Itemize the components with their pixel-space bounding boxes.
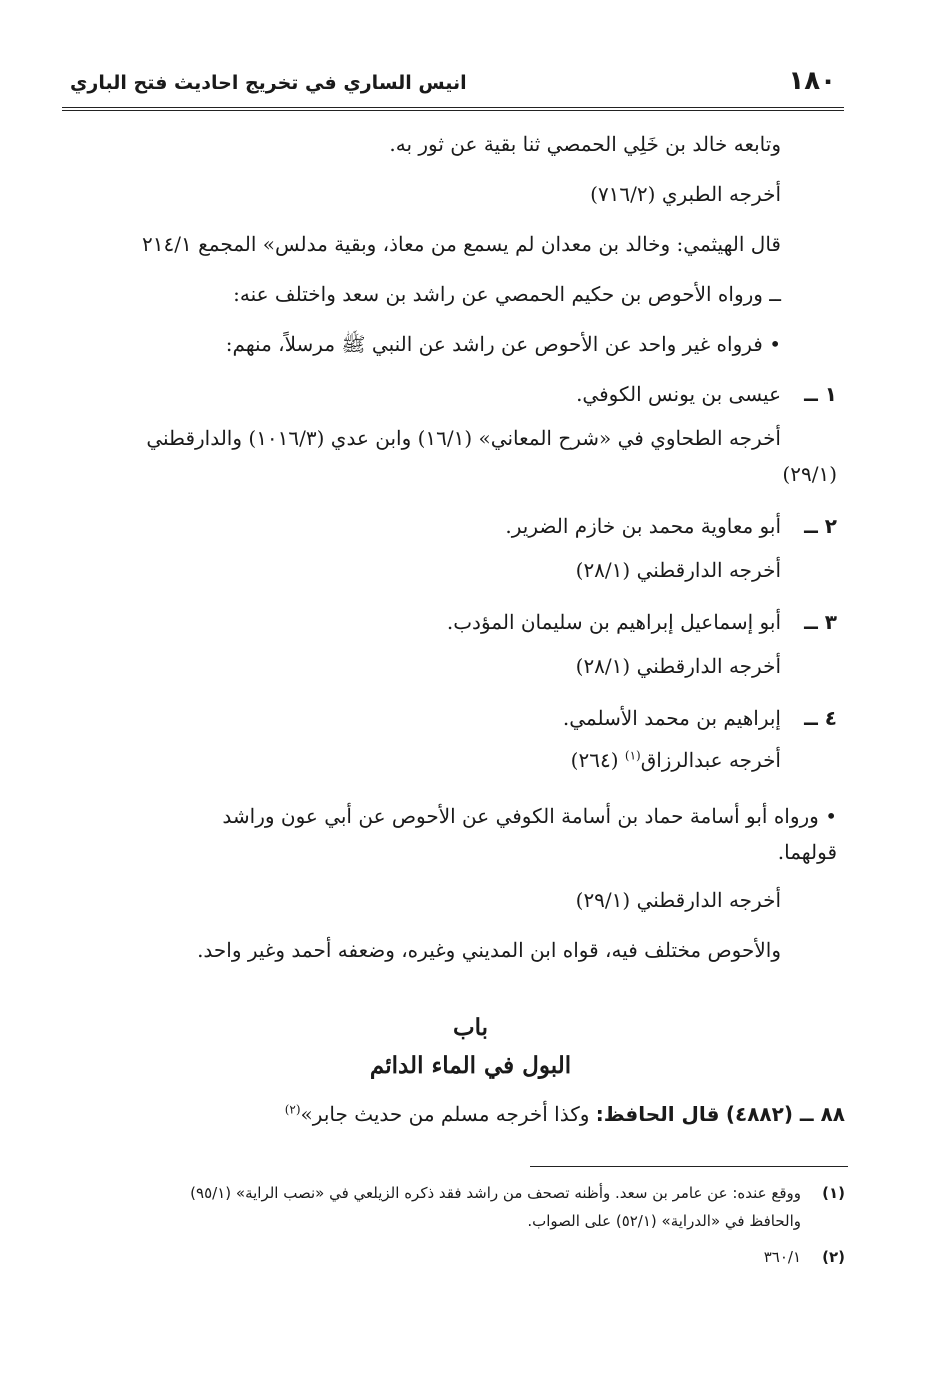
footnote-marker: (٢)	[284, 1102, 301, 1117]
list-number: ٢ ــ	[804, 514, 837, 538]
list-item: إبراهيم بن محمد الأسلمي.	[562, 706, 781, 730]
text-line: • فرواه غير واحد عن الأحوص عن راشد عن النبي ﷺ مرسلاً، منهم:	[225, 332, 781, 356]
chapter-title: البول في الماء الدائم	[369, 1052, 572, 1079]
footnote-text: ووقع عنده: عن عامر بن سعد. وأظنه تصحف من راشد فقد ذكره الزيلعي في «نصب الراية» (٩٥/١)	[190, 1184, 801, 1202]
list-number: ٤ ــ	[804, 706, 837, 730]
text-line: قولهما.	[777, 840, 837, 864]
text-fragment: أخرجه عبدالرزاق	[640, 748, 781, 772]
text-line: • ورواه أبو أسامة حماد بن أسامة الكوفي عن الأحوص عن أبي عون وراشد	[222, 804, 837, 828]
text-line: أخرجه الدارقطني (٢٨/١)	[575, 558, 781, 582]
text-line	[571, 748, 781, 772]
running-title: انيس الساري في تخريج احاديث فتح الباري	[70, 72, 467, 94]
text-line: أخرجه الطبري (٧١٦/٢)	[590, 182, 781, 206]
header-rule	[62, 107, 844, 111]
list-item: أبو إسماعيل إبراهيم بن سليمان المؤدب.	[446, 610, 781, 634]
page-number: ١٨٠	[788, 66, 836, 96]
footnote-marker: (١)	[624, 748, 641, 763]
text-line: قال الهيثمي: وخالد بن معدان لم يسمع من معاذ، وبقية مدلس» المجمع ٢١٤/١	[142, 232, 781, 256]
entry-text: وكذا أخرجه مسلم من حديث جابر»	[300, 1102, 596, 1126]
entry-speaker: قال الحافظ:	[595, 1102, 720, 1126]
text-line: أخرجه الدارقطني (٢٨/١)	[575, 654, 781, 678]
chapter-label: باب	[452, 1014, 489, 1041]
list-item: أبو معاوية محمد بن خازم الضرير.	[505, 514, 781, 538]
entry-number: ٨٨ ــ (٤٨٨٢)	[725, 1102, 845, 1126]
page-header	[62, 66, 842, 106]
footnote-text: ٣٦٠/١	[763, 1248, 801, 1266]
entry-line	[285, 1102, 845, 1126]
text-line: أخرجه الدارقطني (٢٩/١)	[575, 888, 781, 912]
list-number: ١ ــ	[804, 382, 837, 406]
footnote-rule	[530, 1166, 848, 1167]
footnote-number: (٢)	[822, 1248, 845, 1266]
list-item: عيسى بن يونس الكوفي.	[576, 382, 781, 406]
text-line: ــ ورواه الأحوص بن حكيم الحمصي عن راشد بن سعد واختلف عنه:	[233, 282, 781, 306]
footnote-number: (١)	[822, 1184, 845, 1202]
text-line: أخرجه الطحاوي في «شرح المعاني» (١٦/١) وابن عدي (١٠١٦/٣) والدارقطني	[146, 426, 781, 450]
text-fragment: (٢٦٤)	[570, 748, 625, 772]
footnote-text: والحافظ في «الدراية» (٥٢/١) على الصواب.	[527, 1212, 801, 1230]
text-line: والأحوص مختلف فيه، قواه ابن المديني وغيره، وضعفه أحمد وغير واحد.	[197, 938, 781, 962]
list-number: ٣ ــ	[804, 610, 837, 634]
text-line: (٢٩/١)	[782, 462, 837, 486]
text-line: وتابعه خالد بن خَلِي الحمصي ثنا بقية عن ثور به.	[389, 132, 781, 156]
